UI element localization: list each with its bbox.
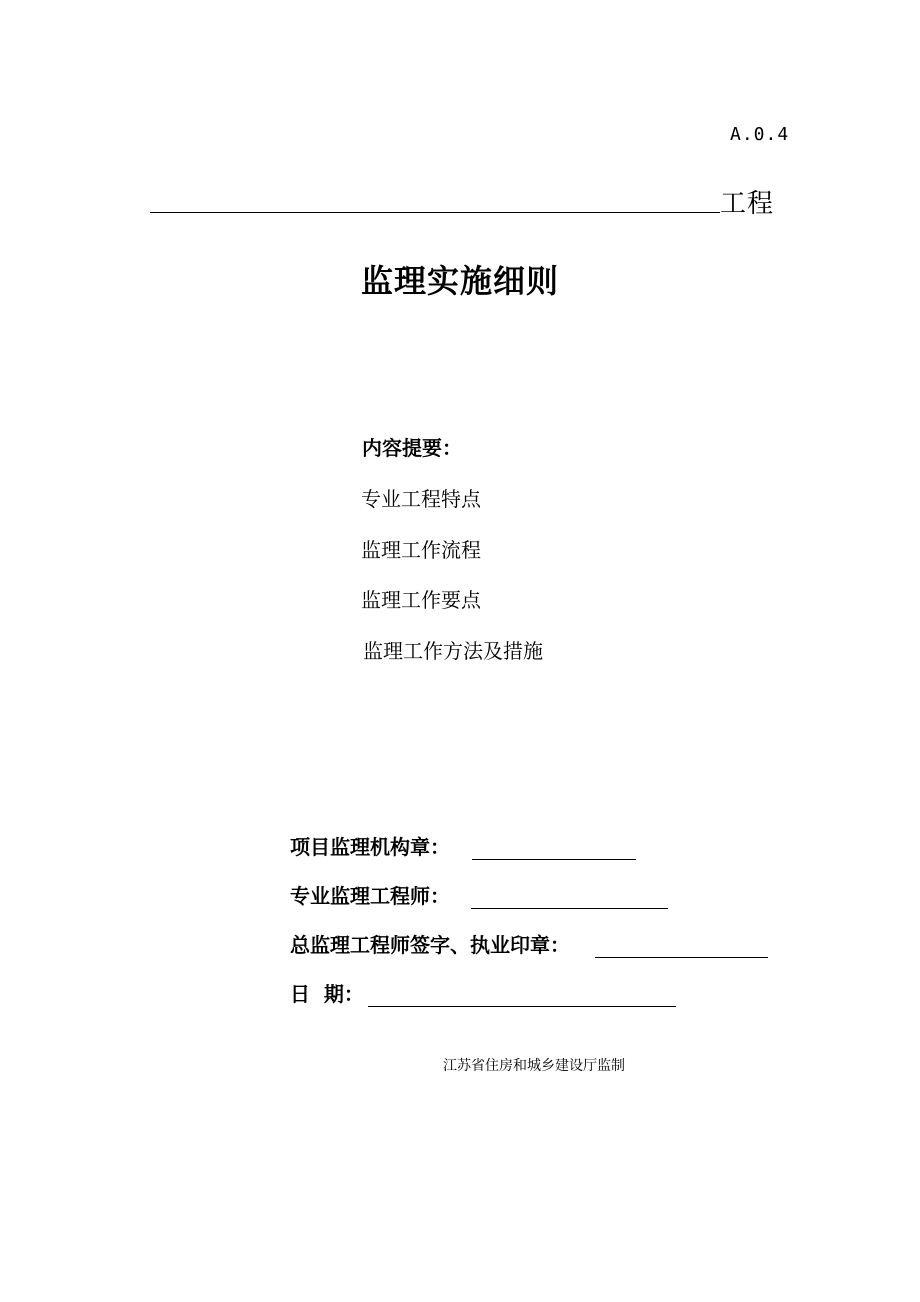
chief-label: 总监理工程师签字、执业印章： xyxy=(290,933,570,957)
date-label: 日 期： xyxy=(290,982,364,1006)
document-title: 监理实施细则 xyxy=(360,262,559,300)
summary-item: 专业工程特点 xyxy=(361,487,481,511)
form-code: A.0.4 xyxy=(730,124,790,145)
summary-item: 监理工作流程 xyxy=(361,538,481,562)
engineer-label: 专业监理工程师： xyxy=(290,884,450,908)
seal-row xyxy=(290,831,636,860)
summary-item: 监理工作方法及措施 xyxy=(363,639,543,663)
date-row xyxy=(290,978,676,1007)
chief-blank xyxy=(595,935,768,958)
summary-item: 监理工作要点 xyxy=(361,588,481,612)
project-suffix: 工程 xyxy=(720,189,775,219)
date-blank xyxy=(368,984,676,1007)
footer-note: 江苏省住房和城乡建设厅监制 xyxy=(443,1058,625,1074)
engineer-row xyxy=(290,880,668,909)
seal-blank xyxy=(472,837,636,860)
engineer-blank xyxy=(471,886,668,909)
summary-heading: 内容提要： xyxy=(362,436,462,460)
project-name-blank xyxy=(150,186,720,213)
chief-row xyxy=(290,929,768,958)
seal-label: 项目监理机构章： xyxy=(290,835,450,859)
